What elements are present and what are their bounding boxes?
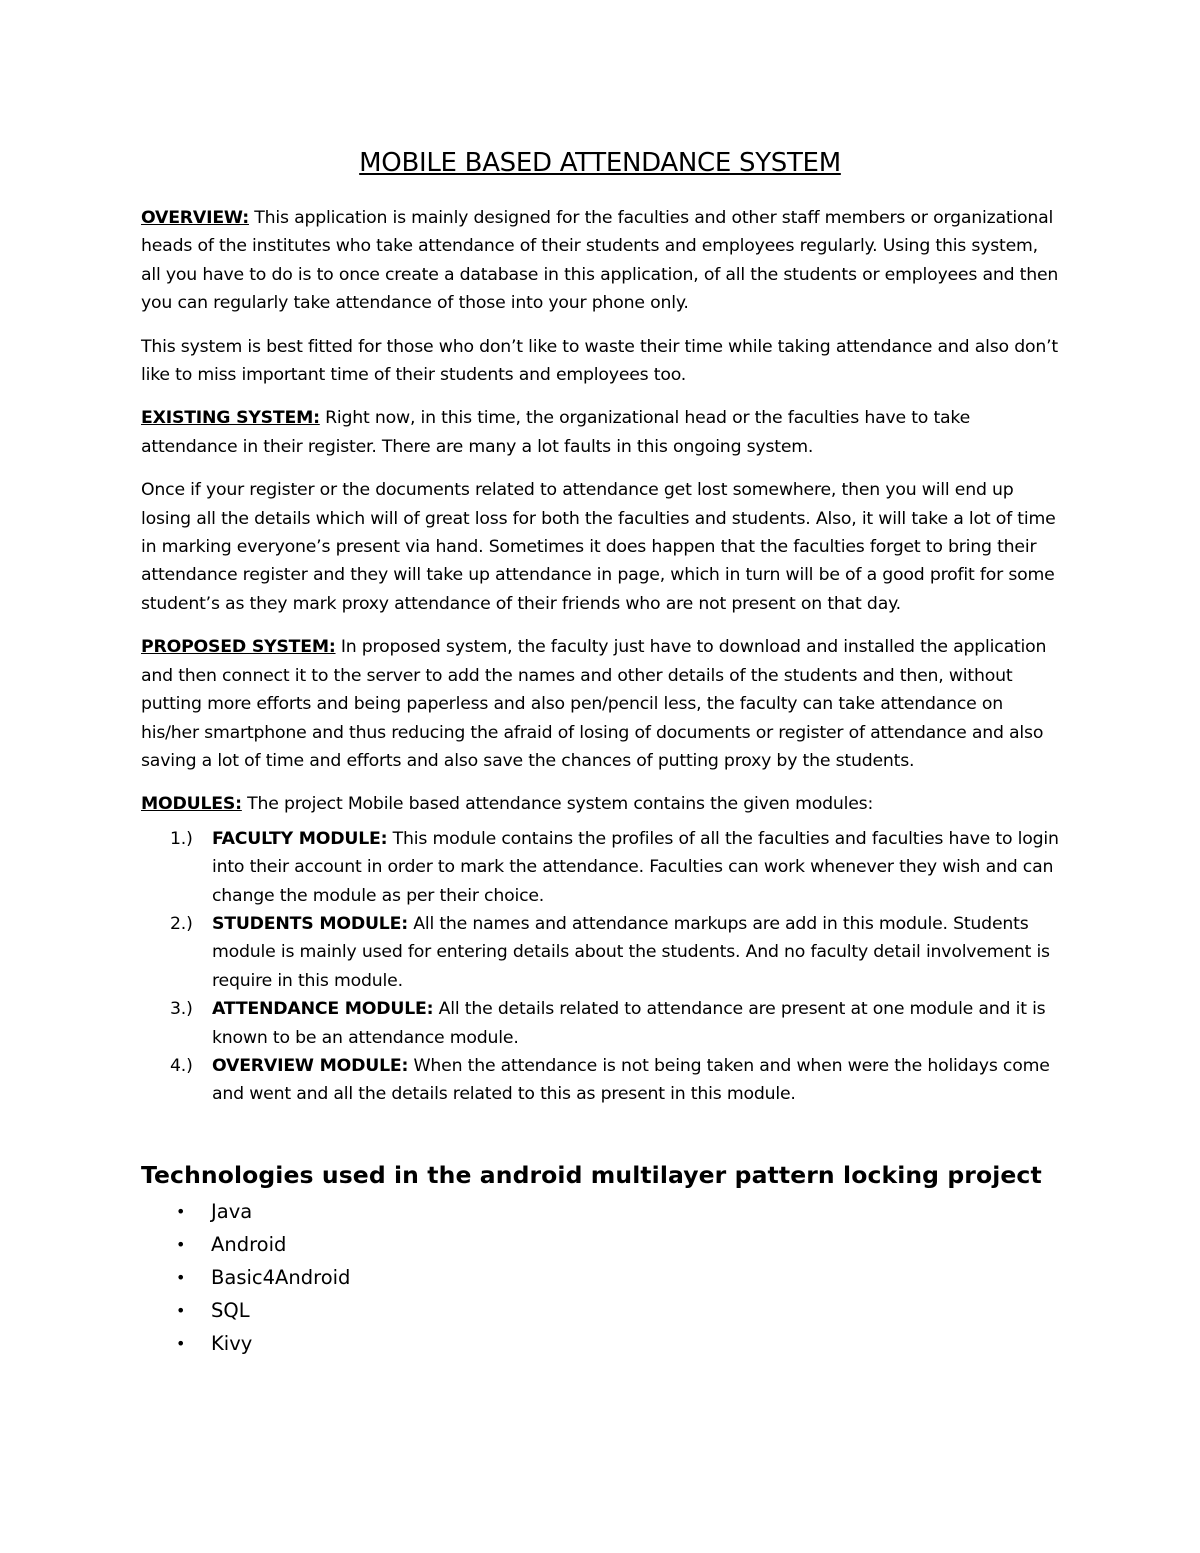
- list-item: [176, 1294, 1059, 1327]
- module-name: OVERVIEW MODULE:: [212, 1055, 409, 1076]
- overview-paragraph-2: This system is best fitted for those who don’t like to waste their time while taking attendance and also don’t like to miss important time of their students and employees too.: [141, 336, 1058, 386]
- existing-system-label: EXISTING SYSTEM:: [141, 408, 320, 429]
- existing-system-text: Right now, in this time, the organizational head or the faculties have to take attendance in their register. There are many a lot faults in this ongoing system.: [141, 408, 971, 457]
- technology-name: Android: [211, 1232, 287, 1256]
- overview-paragraph: [141, 204, 1059, 318]
- list-item-number: 3.): [170, 999, 193, 1020]
- module-description: All the names and attendance markups are add in this module. Students module is mainly used for entering details about the students. And no faculty detail involvement is require in this module.: [212, 913, 1050, 991]
- bullet-icon: •: [176, 1300, 186, 1320]
- bullet-icon: •: [176, 1267, 186, 1287]
- bullet-icon: •: [176, 1234, 186, 1254]
- technologies-list: [141, 1195, 1059, 1360]
- bullet-icon: •: [176, 1333, 186, 1353]
- proposed-system-text: In proposed system, the faculty just have to download and installed the application and then connect it to the server to add the names and other details of the students and then, without putting more efforts and being paperless and also pen/pencil less, the faculty can take attendance on his/her smartphone and thus reducing the afraid of losing of documents or register of attendance and also saving a lot of time and efforts and also save the chances of putting proxy by the students.: [141, 637, 1047, 771]
- module-name: ATTENDANCE MODULE:: [212, 999, 434, 1020]
- technology-name: Basic4Android: [211, 1265, 351, 1289]
- proposed-system-label: PROPOSED SYSTEM:: [141, 637, 336, 658]
- overview-label: OVERVIEW:: [141, 208, 249, 228]
- module-description: All the details related to attendance are present at one module and it is known to be an attendance module.: [212, 999, 1046, 1048]
- module-description: This module contains the profiles of all the faculties and faculties have to login into their account in order to mark the attendance. Faculties can work whenever they wish and can change the module as per their choice.: [212, 828, 1059, 906]
- modules-list: [141, 825, 1059, 1109]
- module-description: When the attendance is not being taken and when were the holidays come and went and all the details related to this as present in this module.: [212, 1055, 1050, 1105]
- list-item: [176, 1327, 1059, 1360]
- existing-system-paragraph: [141, 404, 1059, 461]
- module-name: STUDENTS MODULE:: [212, 913, 408, 934]
- modules-label: MODULES:: [141, 794, 242, 815]
- module-name: FACULTY MODULE:: [212, 828, 388, 849]
- technologies-heading: Technologies used in the android multilayer pattern locking project: [141, 1160, 1042, 1189]
- list-item: [176, 1228, 1059, 1261]
- existing-system-paragraph-2: Once if your register or the documents related to attendance get lost somewhere, then you will end up losing all the details which will of great loss for both the faculties and students. Also, it will take a lot of time in marking everyone’s present via hand. Sometimes it does happen that the faculties forget to bring their attendance register and they will take up attendance in page, which in turn will be of a good profit for some student’s as they mark proxy attendance of their friends who are not present on that day.: [141, 480, 1056, 614]
- proposed-system-paragraph: [141, 633, 1059, 775]
- technology-name: SQL: [211, 1298, 250, 1322]
- modules-intro-text: The project Mobile based attendance system contains the given modules:: [241, 794, 874, 815]
- list-item: [170, 1052, 1059, 1109]
- document-title: MOBILE BASED ATTENDANCE SYSTEM: [359, 148, 841, 178]
- list-item: [170, 995, 1059, 1052]
- list-item: [176, 1195, 1059, 1228]
- overview-text: This application is mainly designed for the faculties and other staff members or organizational heads of the institutes who take attendance of their students and employees regularly. Using this system, all you have to do is to once create a database in this application, of all the students or employees and then you can regularly take attendance of those into your phone only.: [141, 208, 1059, 314]
- list-item-number: 2.): [170, 913, 193, 934]
- list-item: [170, 910, 1059, 995]
- list-item: [176, 1261, 1059, 1294]
- document-page: [141, 140, 1059, 1360]
- list-item: [170, 825, 1059, 910]
- bullet-icon: •: [176, 1201, 186, 1221]
- technology-name: Java: [211, 1199, 253, 1223]
- technology-name: Kivy: [211, 1331, 253, 1355]
- modules-paragraph: [141, 790, 1059, 818]
- list-item-number: 1.): [170, 828, 193, 849]
- list-item-number: 4.): [170, 1055, 193, 1076]
